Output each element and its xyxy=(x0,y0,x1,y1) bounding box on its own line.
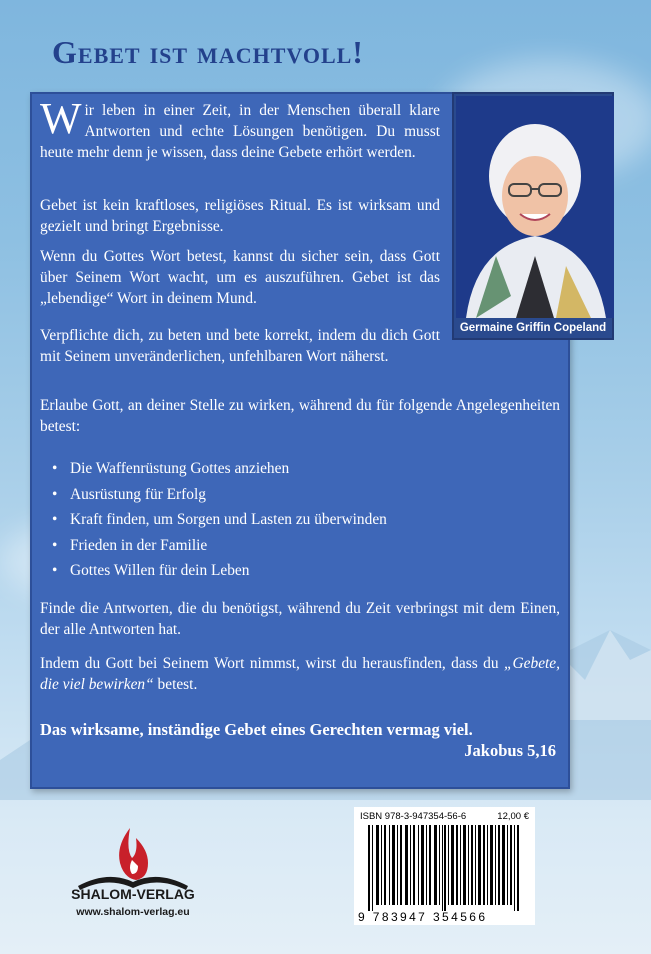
paragraph-take-word: Indem du Gott bei Seinem Wort nimmst, wirst du herausfinden, dass du „Gebete, die viel bewirken“ betest. xyxy=(40,655,560,693)
isbn-number: ISBN 978-3-947354-56-6 xyxy=(360,811,467,822)
price: 12,00 € xyxy=(497,811,529,822)
paragraph-ritual: Gebet ist kein kraftloses, religiöses Ritual. Es ist wirksam und gezielt und bringt Ergebnisse. xyxy=(40,197,440,235)
isbn-barcode xyxy=(354,807,535,925)
paragraph-word: Wenn du Gottes Wort betest, kannst du sicher sein, dass Gott über Seinem Wort wacht, um es auszuführen. Gebet ist das „lebendige“ Wort in deinem Mund. xyxy=(40,248,440,307)
author-portrait-icon xyxy=(456,96,614,318)
bible-verse: Das wirksame, inständige Gebet eines Gerechten vermag viel. xyxy=(40,720,473,739)
paragraph-answers: Finde die Antworten, die du benötigst, während du Zeit verbringst mit dem Einen, der alle Antworten hat. xyxy=(40,600,560,638)
book-title: Gebet ist machtvoll! xyxy=(52,34,364,70)
drop-cap: W xyxy=(40,94,82,143)
publisher-name: SHALOM-VERLAG xyxy=(71,886,195,902)
barcode-digits: 9 783947 354566 xyxy=(358,910,488,924)
verse-reference: Jakobus 5,16 xyxy=(464,741,556,760)
topic-list xyxy=(52,456,387,584)
intro-paragraph: Wir leben in einer Zeit, in der Menschen überall klare Antworten und echte Lösungen benötigen. Du musst heute mehr denn je wissen, dass deine Gebete erhört werden. xyxy=(40,94,440,161)
paragraph-commit: Verpflichte dich, zu beten und bete korrekt, indem du dich Gott mit Seinem unveränderlichen, unfehlbaren Wort näherst. xyxy=(40,327,440,365)
list-item: • Kraft finden, um Sorgen und Lasten zu überwinden xyxy=(52,511,387,528)
list-item: • Frieden in der Familie xyxy=(52,536,208,554)
list-item: • Gottes Willen für dein Leben xyxy=(52,562,250,579)
paragraph-allow: Erlaube Gott, an deiner Stelle zu wirken, während du für folgende Angelegenheiten betest: xyxy=(40,397,560,435)
author-caption: Germaine Griffin Copeland xyxy=(459,322,607,334)
list-item: • Die Waffenrüstung Gottes anziehen xyxy=(52,460,290,477)
barcode-bars-icon xyxy=(354,807,535,925)
author-photo xyxy=(452,92,614,340)
list-item: • Ausrüstung für Erfolg xyxy=(52,485,206,503)
publisher-url: www.shalom-verlag.eu xyxy=(76,906,190,918)
